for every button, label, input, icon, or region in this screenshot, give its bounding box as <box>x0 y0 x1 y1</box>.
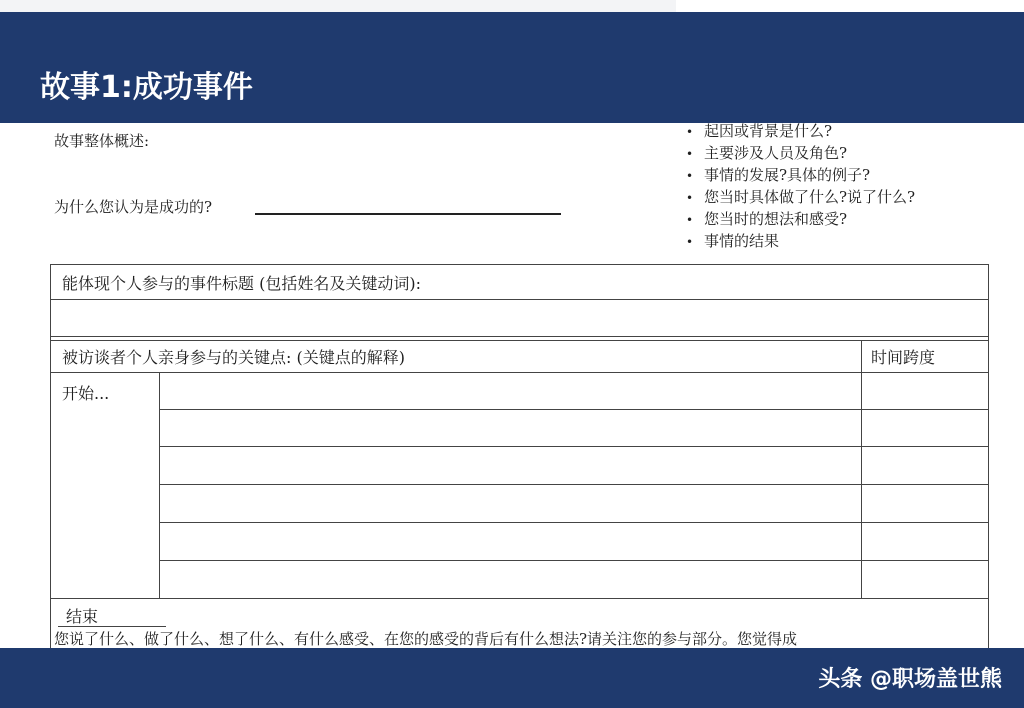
prompt-list <box>686 120 915 252</box>
start-label: 开始... <box>62 384 110 403</box>
start-column-divider <box>159 372 160 598</box>
table-row <box>50 598 989 599</box>
keypoints-label: 被访谈者个人亲身参与的关键点: (关键点的解释) <box>62 348 405 367</box>
timespan-label: 时间跨度 <box>871 348 936 367</box>
prompt-item: • 主要涉及人员及角色? <box>686 142 915 164</box>
row-divider <box>50 372 989 373</box>
table-row <box>159 446 989 447</box>
row-divider <box>50 299 989 300</box>
prompt-item: • 您当时具体做了什么?说了什么? <box>686 186 915 208</box>
event-title-label: 能体现个人参与的事件标题 (包括姓名及关键动词): <box>62 274 421 293</box>
table-border-left <box>50 264 51 648</box>
row-divider <box>50 340 989 341</box>
table-border-top <box>50 264 989 265</box>
why-success-label: 为什么您认为是成功的? <box>54 198 213 216</box>
table-row <box>159 522 989 523</box>
why-success-line <box>255 213 561 215</box>
row-divider <box>50 336 989 337</box>
prompt-item: • 起因或背景是什么? <box>686 120 915 142</box>
prompt-item: • 您当时的想法和感受? <box>686 208 915 230</box>
end-label: 结束 <box>66 607 99 626</box>
table-row <box>159 560 989 561</box>
prompt-item: • 事情的结果 <box>686 230 915 252</box>
overview-label: 故事整体概述: <box>54 132 150 150</box>
prompt-item: • 事情的发展?具体的例子? <box>686 164 915 186</box>
footer-bar <box>0 648 1024 708</box>
page-title: 故事1:成功事件 <box>40 70 253 105</box>
watermark: 头条 @职场盖世熊 <box>818 667 1002 692</box>
end-underline <box>58 626 166 627</box>
title-banner <box>0 12 1024 123</box>
table-row <box>159 409 989 410</box>
bottom-instruction: 您说了什么、做了什么、想了什么、有什么感受、在您的感受的背后有什么想法?请关注您的参与部分。您觉得成 <box>54 630 798 648</box>
table-border-right <box>988 264 989 648</box>
table-row <box>159 484 989 485</box>
